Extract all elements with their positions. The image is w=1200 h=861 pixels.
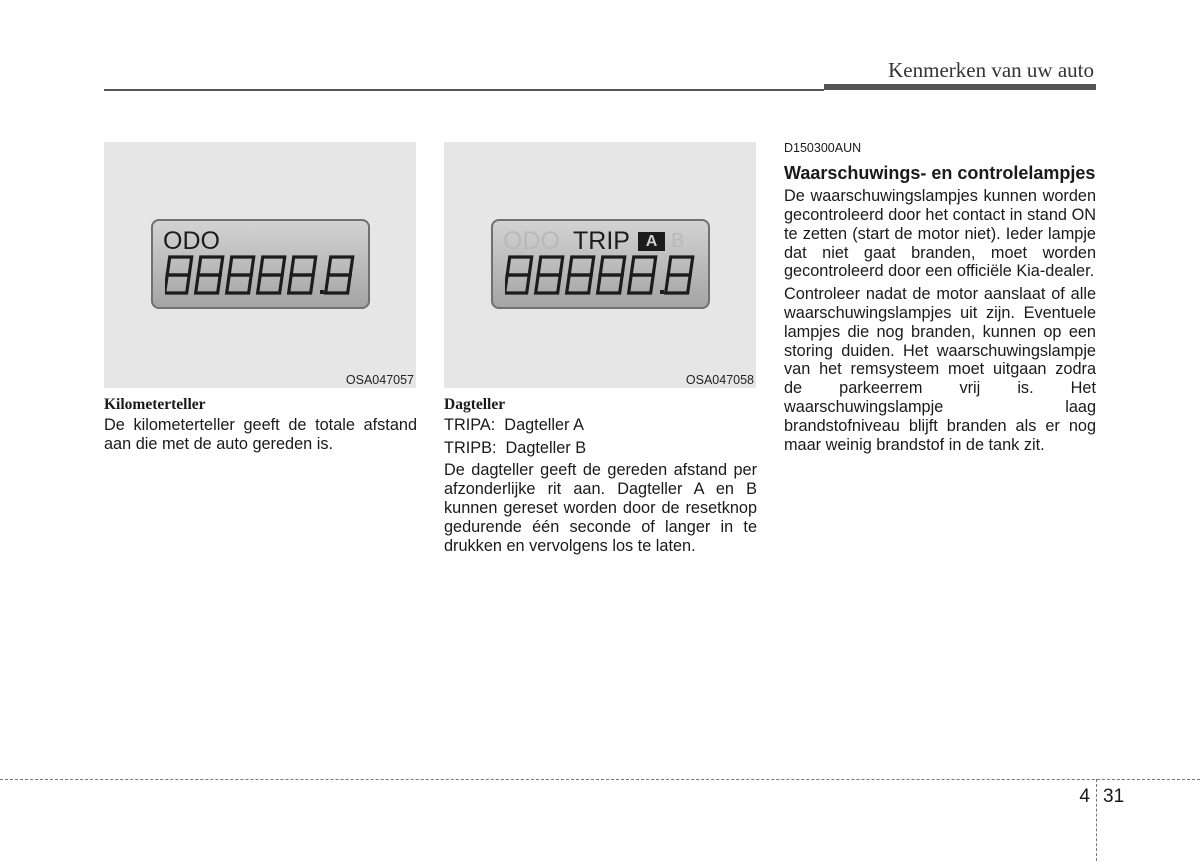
section-title: Waarschuwings- en controlelampjes <box>784 162 1096 183</box>
trip-b-line: TRIPB: Dagteller B <box>444 438 587 457</box>
paragraph: Controleer nadat de motor aanslaat of alle waarschuwingslampjes uit zijn. Eventuele lampjes die nog branden, kunnen op een storing duiden. Het waarschuwingslampje van het remsysteem moet uitgaan zodra de parkeerrem vrij is. Het waarschuwingslampje laag brandstofniveau blijft branden als er nog maar weinig brandstof in de tank zit. <box>784 285 1096 454</box>
tripmeter-figure <box>444 142 756 388</box>
header-rule <box>104 89 824 91</box>
chapter-number: 4 <box>1079 786 1090 807</box>
footer-rule <box>0 779 1200 780</box>
paragraph: De dagteller geeft de gereden afstand per afzonderlijke rit aan. Dagteller A en B kunnen gereset worden door de resetknop gedurende één seconde of langer in te drukken en vervolgens los te laten. <box>444 461 757 555</box>
lcd-trip-label: TRIP <box>573 227 630 255</box>
column-tripmeter <box>444 396 757 559</box>
running-header: Kenmerken van uw auto <box>888 58 1094 82</box>
lcd-a-badge: A <box>638 232 665 251</box>
section-heading: Kilometerteller <box>104 396 206 413</box>
seven-segment-digits <box>165 255 360 297</box>
lcd-odo-label: ODO <box>163 227 220 255</box>
footer-divider <box>1096 779 1097 861</box>
column-odometer <box>104 396 417 457</box>
header-rule-accent <box>824 84 1096 90</box>
trip-a-line: TRIPA: Dagteller A <box>444 415 584 434</box>
lcd-b-dim: B <box>671 230 685 252</box>
figure-code: OSA047058 <box>685 373 754 387</box>
odometer-figure <box>104 142 416 388</box>
page-number: 31 <box>1103 786 1125 807</box>
tripmeter-lcd <box>491 219 710 309</box>
section-heading: Dagteller <box>444 396 506 413</box>
paragraph: De kilometerteller geeft de totale afstand aan die met de auto gereden is. <box>104 415 417 453</box>
column-warning-lamps <box>784 139 1096 458</box>
figure-code: OSA047057 <box>345 373 414 387</box>
seven-segment-digits <box>505 255 700 297</box>
section-code: D150300AUN <box>784 141 862 155</box>
odometer-lcd <box>151 219 370 309</box>
paragraph: De waarschuwingslampjes kunnen worden gecontroleerd door het contact in stand ON te zetten (start de motor niet). Ieder lampje dat niet gaat branden, moet worden gecontroleerd door een officiële Kia-dealer. <box>784 187 1096 281</box>
lcd-odo-dim-label: ODO <box>503 227 560 255</box>
